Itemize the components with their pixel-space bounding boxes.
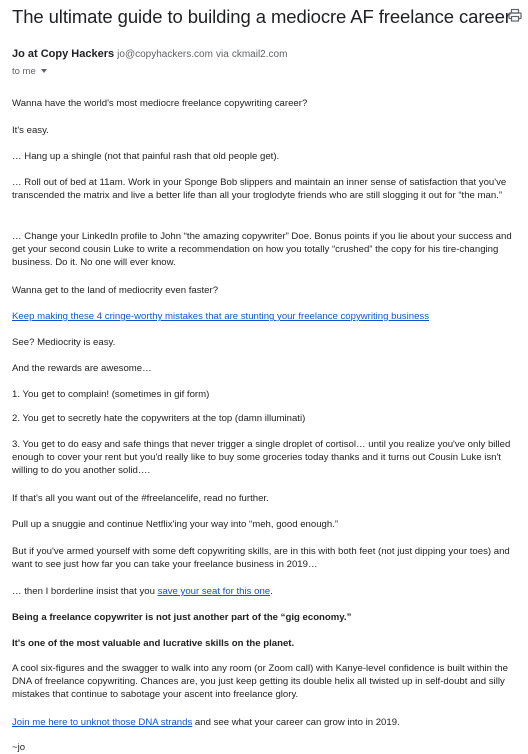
sender-line (12, 48, 287, 60)
printer-icon[interactable] (508, 8, 522, 22)
seat-suffix: . (270, 586, 273, 597)
seat-prefix: … then I borderline insist that you (12, 586, 158, 597)
body-paragraph: If that's all you want out of the #freelancelife, read no further. (12, 493, 269, 504)
via-label[interactable]: via (215, 49, 229, 60)
body-paragraph: … Change your LinkedIn profile to John “the amazing copywriter” Doe. Bonus points if you lie about your success and get your second cousin Luke to write a recommendation on how you totally “crushed” the copy for his tire-changing business. Do it. No one will ever know. (12, 231, 512, 268)
chevron-down-icon[interactable] (41, 69, 47, 73)
body-paragraph: … Hang up a shingle (not that painful rash that old people get). (12, 151, 280, 162)
body-paragraph: It's easy. (12, 125, 49, 136)
seat-paragraph (12, 585, 522, 598)
body-paragraph: … Roll out of bed at 11am. Work in your Sponge Bob slippers and maintain an inner sense of satisfaction that you've transcended the matrix and live a better life than all your troglodyte friends who are still slogging it out for “the man.” (12, 177, 507, 201)
join-link[interactable]: Join me here to unknot those DNA strands (12, 717, 193, 728)
save-seat-link[interactable]: save your seat for this one (157, 586, 271, 597)
bold-statement: It's one of the most valuable and lucrative skills on the planet. (12, 638, 295, 649)
via-domain: ckmail2.com (231, 49, 288, 60)
sender-name[interactable]: Jo at Copy Hackers (12, 48, 115, 60)
body-paragraph: Wanna have the world's most mediocre freelance copywriting career? (12, 98, 308, 109)
join-paragraph (12, 716, 522, 729)
body-paragraph: Pull up a snuggie and continue Netflix'ing your way into “meh, good enough.” (12, 519, 339, 530)
sender-email: jo@copyhackers.com (117, 49, 213, 60)
body-paragraph: But if you've armed yourself with some deft copywriting skills, are in this with both feet (not just dipping your toes) and want to see just how far you can take your freelance business in 2019… (12, 546, 510, 570)
recipient-label: to me (12, 66, 36, 77)
mistakes-link-paragraph (12, 310, 522, 323)
body-paragraph: A cool six-figures and the swagger to walk into any room (or Zoom call) with Kanye-level confidence is built within the DNA of freelance copywriting. Chances are, you just keep getting its double helix all twisted up in self-doubt and silly mistakes that continue to sabotage your ascent into freelance glory. (12, 663, 508, 700)
list-item: 1. You get to complain! (sometimes in gif form) (12, 389, 210, 400)
bold-statement: Being a freelance copywriter is not just another part of the “gig economy.” (12, 612, 352, 623)
body-paragraph: And the rewards are awesome… (12, 363, 152, 374)
email-subject: The ultimate guide to building a mediocre AF freelance career (12, 6, 511, 27)
list-item: 3. You get to do easy and safe things that never trigger a single droplet of cortisol… until you realize you've only billed enough to cover your rent but you'd really like to buy some groceries today thanks and it turns out Cousin Luke isn't willing to do you another solid…. (12, 439, 511, 476)
body-paragraph: Wanna get to the land of mediocrity even faster? (12, 285, 219, 296)
body-paragraph: See? Mediocrity is easy. (12, 337, 116, 348)
mistakes-link[interactable]: Keep making these 4 cringe-worthy mistakes that are stunting your freelance copywriting business (12, 311, 430, 322)
list-item: 2. You get to secretly hate the copywriters at the top (damn illuminati) (12, 413, 306, 424)
join-suffix: and see what your career can grow into in 2019. (192, 717, 400, 728)
recipient-toggle[interactable] (12, 66, 47, 77)
signoff: ~jo (12, 742, 26, 753)
